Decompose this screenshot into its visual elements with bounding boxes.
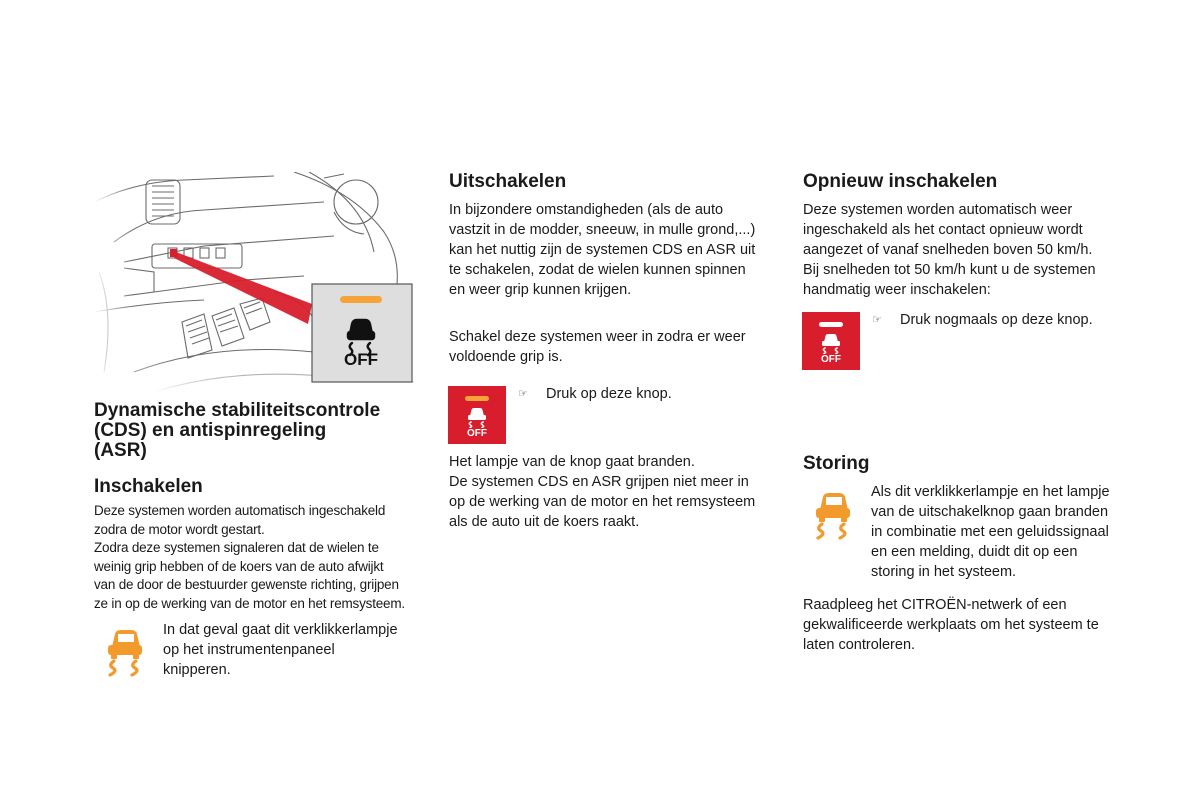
esc-off-button-icon bbox=[448, 386, 506, 444]
pointing-hand-icon: ☞ bbox=[518, 387, 528, 400]
text-line: te schakelen, zodat de wielen kunnen spinnen bbox=[449, 262, 746, 278]
contact-text bbox=[803, 595, 1143, 655]
text-line: en een melding, duidt dit op een bbox=[871, 544, 1078, 560]
text-line: Deze systemen worden automatisch weer bbox=[803, 202, 1073, 218]
text-line: en weer grip kunnen krijgen. bbox=[449, 282, 632, 298]
text-line: knipperen. bbox=[163, 662, 231, 678]
bullet-text: Druk nogmaals op deze knop. bbox=[900, 312, 1093, 328]
text-line: Als dit verklikkerlampje en het lampje bbox=[871, 484, 1110, 500]
text-line: aangezet of vanaf snelheden boven 50 km/h. bbox=[803, 242, 1093, 258]
text-line: Zodra deze systemen signaleren dat de wielen te bbox=[94, 540, 379, 555]
text-line: vastzit in de modder, sneeuw, in mulle grond,...) bbox=[449, 222, 756, 238]
text-line: weinig grip hebben of de koers van de auto afwijkt bbox=[94, 558, 384, 574]
text-line: ingeschakeld als het contact opnieuw wordt bbox=[803, 222, 1083, 238]
skid-car-icon bbox=[818, 332, 844, 354]
text-line: Het lampje van de knop gaat branden. bbox=[449, 454, 695, 470]
text-line: Raadpleeg het CITROËN-netwerk of een bbox=[803, 597, 1067, 613]
text-line: laten controleren. bbox=[803, 637, 916, 653]
text-line: op de werking van de motor en het remsysteem bbox=[449, 494, 756, 510]
bullet-instruction bbox=[518, 384, 778, 404]
text-line: kan het nuttig zijn de systemen CDS en ASR uit bbox=[449, 242, 756, 258]
text-line: In dat geval gaat dit verklikkerlampje bbox=[163, 622, 398, 638]
text-line: ze in op de werking van de motor en het remsysteem. bbox=[94, 595, 405, 611]
pointing-hand-icon: ☞ bbox=[872, 313, 882, 326]
button-lamp bbox=[465, 396, 489, 401]
text-line: De systemen CDS en ASR grijpen niet meer in bbox=[449, 474, 749, 490]
text-line: van de door de bestuurder gewenste richting, grijpen bbox=[94, 577, 399, 592]
opnieuw-inschakelen-heading: Opnieuw inschakelen bbox=[803, 171, 998, 192]
warning-text bbox=[163, 620, 433, 680]
text-line: als de auto uit de koers raakt. bbox=[449, 514, 640, 530]
button-label: OFF bbox=[467, 428, 487, 439]
text-line: Schakel deze systemen weer in zodra er weer bbox=[449, 329, 746, 345]
main-title bbox=[94, 401, 424, 461]
text-line: van de uitschakelknop gaan branden bbox=[871, 504, 1109, 520]
opnieuw-text bbox=[803, 200, 1143, 300]
skid-warning-icon bbox=[810, 488, 856, 540]
uitschakelen-text-1 bbox=[449, 200, 789, 300]
main-title-line: (CDS) en antispinregeling bbox=[94, 420, 327, 441]
button-lamp bbox=[819, 322, 843, 327]
storing-heading: Storing bbox=[803, 453, 870, 474]
button-label: OFF bbox=[821, 354, 841, 365]
bullet-text: Druk op deze knop. bbox=[546, 386, 672, 402]
uitschakelen-text-2 bbox=[449, 327, 789, 367]
skid-warning-icon bbox=[102, 625, 148, 677]
text-line: Deze systemen worden automatisch ingeschakeld bbox=[94, 503, 386, 518]
uitschakelen-text-3 bbox=[449, 452, 789, 532]
text-line: zodra de motor wordt gestart. bbox=[94, 521, 265, 537]
dashboard-illustration bbox=[94, 172, 420, 392]
inschakelen-text bbox=[94, 502, 424, 613]
storing-text bbox=[871, 482, 1171, 582]
uitschakelen-heading: Uitschakelen bbox=[449, 171, 567, 192]
text-line: op het instrumentenpaneel bbox=[163, 642, 335, 658]
inschakelen-heading: Inschakelen bbox=[94, 476, 203, 497]
text-line: In bijzondere omstandigheden (als de auto bbox=[449, 202, 724, 218]
main-title-line: (ASR) bbox=[94, 440, 147, 461]
bullet-instruction bbox=[872, 310, 1162, 330]
zoomed-button-label: OFF bbox=[344, 350, 378, 369]
text-line: voldoende grip is. bbox=[449, 349, 563, 365]
esc-off-button-icon bbox=[802, 312, 860, 370]
text-line: storing in het systeem. bbox=[871, 564, 1017, 580]
text-line: gekwalificeerde werkplaats om het systeem te bbox=[803, 617, 1099, 633]
text-line: Bij snelheden tot 50 km/h kunt u de systemen bbox=[803, 262, 1096, 278]
text-line: handmatig weer inschakelen: bbox=[803, 282, 991, 298]
text-line: in combinatie met een geluidssignaal bbox=[871, 524, 1109, 540]
skid-car-icon bbox=[464, 406, 490, 428]
dashboard-drawing bbox=[94, 172, 420, 392]
main-title-line: Dynamische stabiliteitscontrole bbox=[94, 400, 381, 421]
